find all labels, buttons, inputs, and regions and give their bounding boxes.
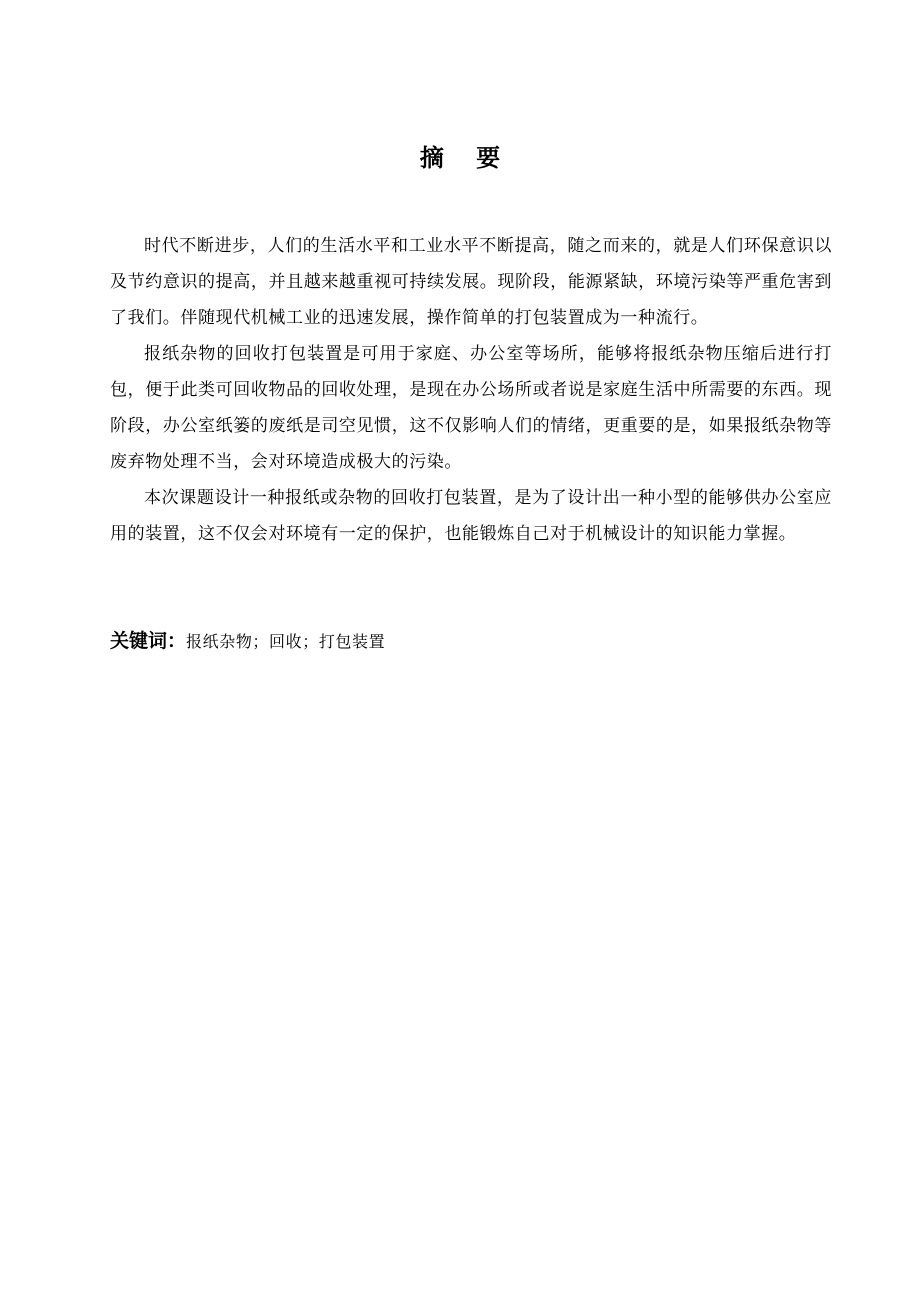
- keywords-value: 报纸杂物；回收；打包装置: [186, 632, 386, 651]
- abstract-body: [110, 228, 832, 552]
- keywords-line: [110, 624, 832, 659]
- abstract-paragraph-3: 本次课题设计一种报纸或杂物的回收打包装置，是为了设计出一种小型的能够供办公室应用的装置，这不仅会对环境有一定的保护，也能锻炼自己对于机械设计的知识能力掌握。: [110, 488, 832, 544]
- abstract-paragraph-1: 时代不断进步，人们的生活水平和工业水平不断提高，随之而来的，就是人们环保意识以及节约意识的提高，并且越来越重视可持续发展。现阶段，能源紧缺，环境污染等严重危害到了我们。伴随现代机械工业的迅速发展，操作简单的打包装置成为一种流行。: [110, 236, 832, 328]
- abstract-paragraph-2: 报纸杂物的回收打包装置是可用于家庭、办公室等场所，能够将报纸杂物压缩后进行打包，便于此类可回收物品的回收处理，是现在办公场所或者说是家庭生活中所需要的东西。现阶段，办公室纸篓的废纸是司空见惯，这不仅影响人们的情绪，更重要的是，如果报纸杂物等废弃物处理不当，会对环境造成极大的污染。: [110, 344, 832, 472]
- abstract-title: 摘 要: [419, 144, 513, 172]
- keywords-label: 关键词：: [110, 630, 187, 652]
